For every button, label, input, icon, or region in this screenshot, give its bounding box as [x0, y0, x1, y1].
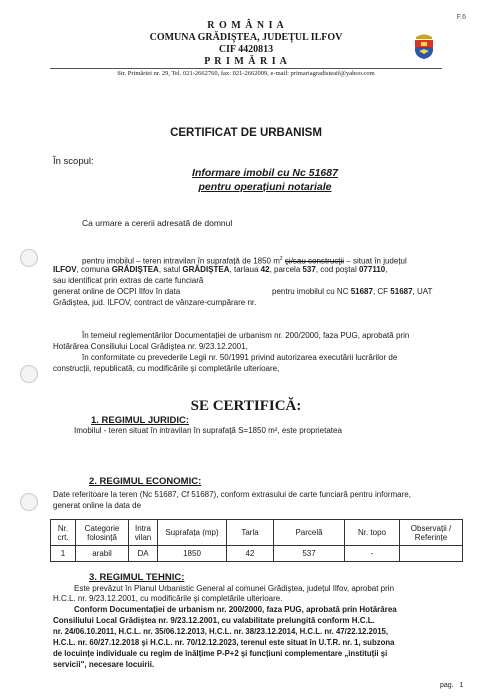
- header-commune: COMUNA GRĂDIŞTEA, JUDEŢUL ILFOV: [149, 32, 343, 43]
- table-header-cell: Nr. crt.: [51, 520, 76, 546]
- legal-basis-line-3: în conformitate cu prevederile Legii nr. 50/1991 privind autorizarea executării lucrărilor de: [82, 353, 398, 362]
- section-3-line-7: de locuințe individuale cu regim de înălțime P-P+2 şi funcțiuni complementare „instituții şi: [53, 649, 388, 658]
- page-number: pag. 1: [440, 682, 464, 689]
- table-header-cell: Parcelă: [274, 520, 345, 546]
- table-header-cell: Categorie folosință: [76, 520, 129, 546]
- cadastral-table: [50, 519, 463, 562]
- property-line-3: sau identificat prin extras de carte funciară: [53, 276, 204, 285]
- property-line-4b: pentru imobilul cu NC 51687, CF 51687, UAT: [272, 287, 433, 296]
- request-line: Ca urmare a cererii adresată de domnul: [82, 218, 233, 228]
- table-header-cell: Suprafața (mp): [158, 520, 227, 546]
- section-3-line-8: servicii", necesare locuirii.: [53, 660, 155, 669]
- table-cell: 42: [227, 546, 274, 562]
- legal-basis-line-4: construcții, republicată, cu modificările şi completările ulterioare,: [53, 364, 280, 373]
- section-3-title: 3. REGIMUL TEHNIC:: [89, 572, 185, 583]
- table-header-cell: Intra vilan: [129, 520, 158, 546]
- section-2-line-2: generat online la data de: [53, 501, 142, 510]
- section-3-line-1: Este prevăzut în Planul Urbanistic General al comunei Grădiştea, județul Ilfov, aprobat prin: [74, 584, 395, 593]
- table-header-cell: Observații / Referințe: [400, 520, 463, 546]
- table-row: [51, 546, 463, 562]
- header-office: P R I M Ă R I A: [204, 56, 288, 67]
- page-code: F.6: [456, 14, 466, 21]
- property-line-2: ILFOV, comuna GRĂDIŞTEA, satul GRĂDIŞTEA, tarlaua 42, parcela 537, cod poştal 077110,: [53, 265, 388, 274]
- table-cell: -: [345, 546, 400, 562]
- binder-hole: [20, 493, 38, 511]
- table-header-row: [51, 520, 463, 546]
- certificate-title: CERTIFICAT DE URBANISM: [170, 127, 322, 139]
- table-header-cell: Tarla: [227, 520, 274, 546]
- property-line-4a: generat online de OCPI Ilfov în data: [53, 287, 181, 296]
- property-line-5: Grădiştea, jud. ILFOV, contract de vânzare-cumpărare nr.: [53, 298, 257, 307]
- table-cell: 537: [274, 546, 345, 562]
- purpose-line-1: Informare imobil cu Nc 51687: [192, 167, 338, 179]
- table-header-cell: Nr. topo: [345, 520, 400, 546]
- section-2-title: 2. REGIMUL ECONOMIC:: [89, 476, 202, 487]
- legal-basis-line-2: Hotărârea Consiliului Local Grădiştea nr. 9/23.12.2001,: [53, 342, 248, 351]
- table-cell: arabil: [76, 546, 129, 562]
- legal-basis-line-1: În temeiul reglementărilor Documentației de urbanism nr. 200/2000, faza PUG, aprobată prin: [82, 331, 410, 340]
- header-cif: CIF 4420813: [218, 44, 274, 55]
- section-1-title: 1. REGIMUL JURIDIC:: [91, 415, 190, 426]
- binder-hole: [20, 365, 38, 383]
- section-3-line-3: Conform Documentației de urbanism nr. 200/2000, faza PUG, aprobată prin Hotărârea: [74, 605, 397, 614]
- header-contact: Str. Primăriei nr. 29, Tel. 021-2662760, fax: 021-2662009, e-mail: primariagradisteaif@yahoo.com: [50, 68, 442, 78]
- purpose-label: În scopul:: [53, 156, 94, 167]
- table-cell: DA: [129, 546, 158, 562]
- binder-hole: [20, 249, 38, 267]
- section-3-line-6: H.C.L. nr. 60/27.12.2018 şi H.C.L. nr. 70/12.12.2023, terenul este situat în U.T.R. nr. 1, subzona: [53, 638, 395, 647]
- section-3-line-4: Consiliului Local Grădiştea nr. 9/23.12.2001, cu valabilitate prelungită conform H.C.L.: [53, 616, 375, 625]
- table-cell: 1850: [158, 546, 227, 562]
- table-cell: [400, 546, 463, 562]
- coat-of-arms-icon: [412, 32, 436, 60]
- property-line-1: pentru imobilul – teren intravilan în suprafață de 1850 $m^2$ şi/sau construcţii – situat în județul: [82, 256, 407, 266]
- section-3-line-5: nr. 24/06.10.2011, H.C.L. nr. 35/06.12.2013, H.C.L. nr. 38/23.12.2014, H.C.L. nr. 47/22.12.2015,: [53, 627, 389, 636]
- certifies-heading: SE CERTIFICĂ:: [190, 398, 302, 414]
- section-2-line-1: Date referitoare la teren (Nc 51687, Cf 51687), conform extrasului de carte funciară pentru informare,: [53, 490, 411, 499]
- table-cell: 1: [51, 546, 76, 562]
- header-country: R O M Â N I A: [207, 20, 285, 31]
- section-3-line-2: H.C.L. nr. 9/23.12.2001, cu modificările şi completările ulterioare.: [53, 594, 283, 603]
- purpose-line-2: pentru operațiuni notariale: [198, 181, 332, 193]
- section-1-text: Imobilul - teren situat în intravilan în suprafaţă S=1850 m², este proprietatea: [74, 426, 342, 435]
